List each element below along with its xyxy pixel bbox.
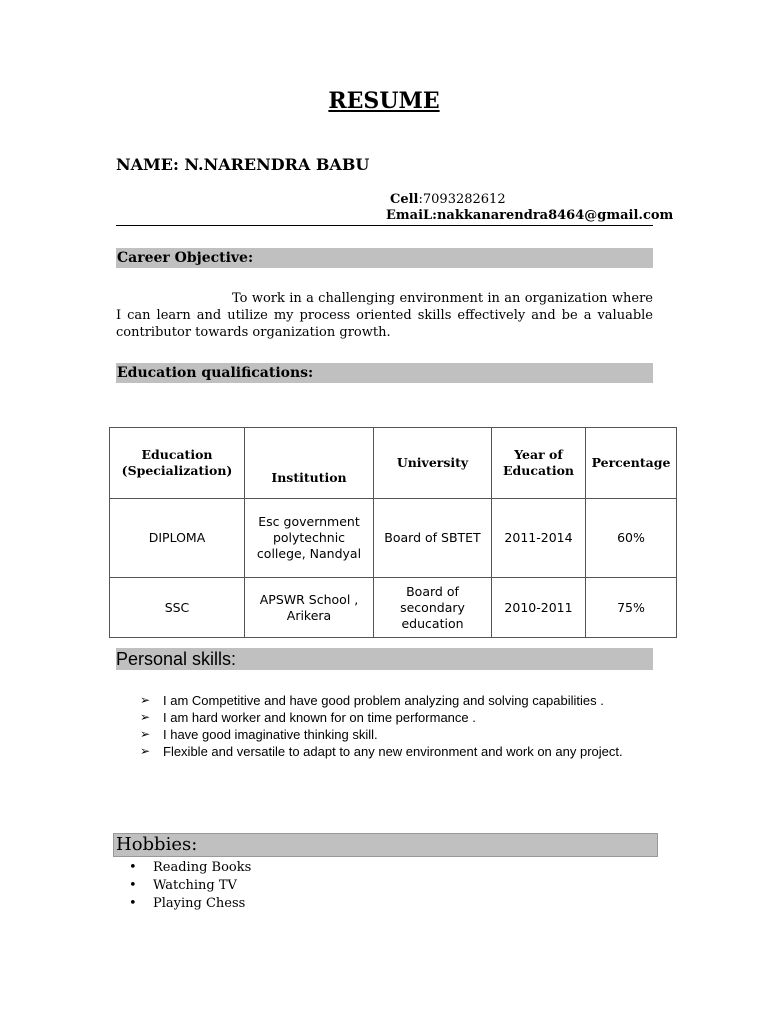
list-item: ➢ I am Competitive and have good problem analyzing and solving capabilities . — [140, 693, 604, 708]
cell-university: Board of SBTET — [374, 499, 492, 578]
cell-institution: Esc government polytechnic college, Nandyal — [245, 499, 374, 578]
list-item: • Reading Books — [129, 860, 252, 875]
bullet-icon: • — [129, 860, 137, 875]
arrow-bullet-icon: ➢ — [140, 727, 151, 741]
cell-label: Cell — [390, 192, 419, 207]
list-item: • Playing Chess — [129, 896, 246, 911]
cell-percentage: 60% — [586, 499, 677, 578]
cell-year: 2010-2011 — [492, 578, 586, 638]
header-education: Education (Specialization) — [110, 428, 245, 499]
header-percentage: Percentage — [586, 428, 677, 499]
cell-number: :7093282612 — [418, 192, 506, 207]
cell-percentage: 75% — [586, 578, 677, 638]
header-university: University — [374, 428, 492, 499]
header-year: Year of Education — [492, 428, 586, 499]
career-objective-heading: Career Objective: — [116, 248, 653, 268]
career-objective-text: To work in a challenging environment in an organization where I can learn and utilize my process oriented skills effectively and be a valuable contributor towards organization growth. — [116, 291, 653, 340]
list-item: ➢ I have good imaginative thinking skill. — [140, 727, 378, 742]
cell-institution: APSWR School , Arikera — [245, 578, 374, 638]
list-item: • Watching TV — [129, 878, 237, 893]
email-line: EmaiL:nakkanarendra8464@gmail.com — [386, 208, 674, 223]
personal-skills-heading: Personal skills: — [116, 648, 653, 670]
education-table — [109, 427, 677, 638]
education-heading: Education qualifications: — [116, 363, 653, 383]
header-institution: Institution — [245, 428, 374, 499]
hobbies-heading: Hobbies: — [113, 833, 658, 857]
table-row — [110, 578, 677, 638]
arrow-bullet-icon: ➢ — [140, 693, 151, 707]
candidate-name: NAME: N.NARENDRA BABU — [116, 155, 370, 174]
header-divider — [116, 225, 653, 226]
cell-university: Board of secondary education — [374, 578, 492, 638]
table-row — [110, 499, 677, 578]
cell-line — [390, 192, 506, 207]
hobbies-list — [127, 859, 251, 913]
resume-title: RESUME — [328, 88, 440, 114]
list-item: ➢ Flexible and versatile to adapt to any new environment and work on any project. — [140, 744, 623, 759]
arrow-bullet-icon: ➢ — [140, 744, 151, 758]
cell-qualification: DIPLOMA — [110, 499, 245, 578]
list-item: ➢ I am hard worker and known for on time performance . — [140, 710, 476, 725]
bullet-icon: • — [129, 896, 137, 911]
skills-list — [140, 692, 650, 760]
arrow-bullet-icon: ➢ — [140, 710, 151, 724]
cell-year: 2011-2014 — [492, 499, 586, 578]
bullet-icon: • — [129, 878, 137, 893]
table-header-row — [110, 428, 677, 499]
cell-qualification: SSC — [110, 578, 245, 638]
